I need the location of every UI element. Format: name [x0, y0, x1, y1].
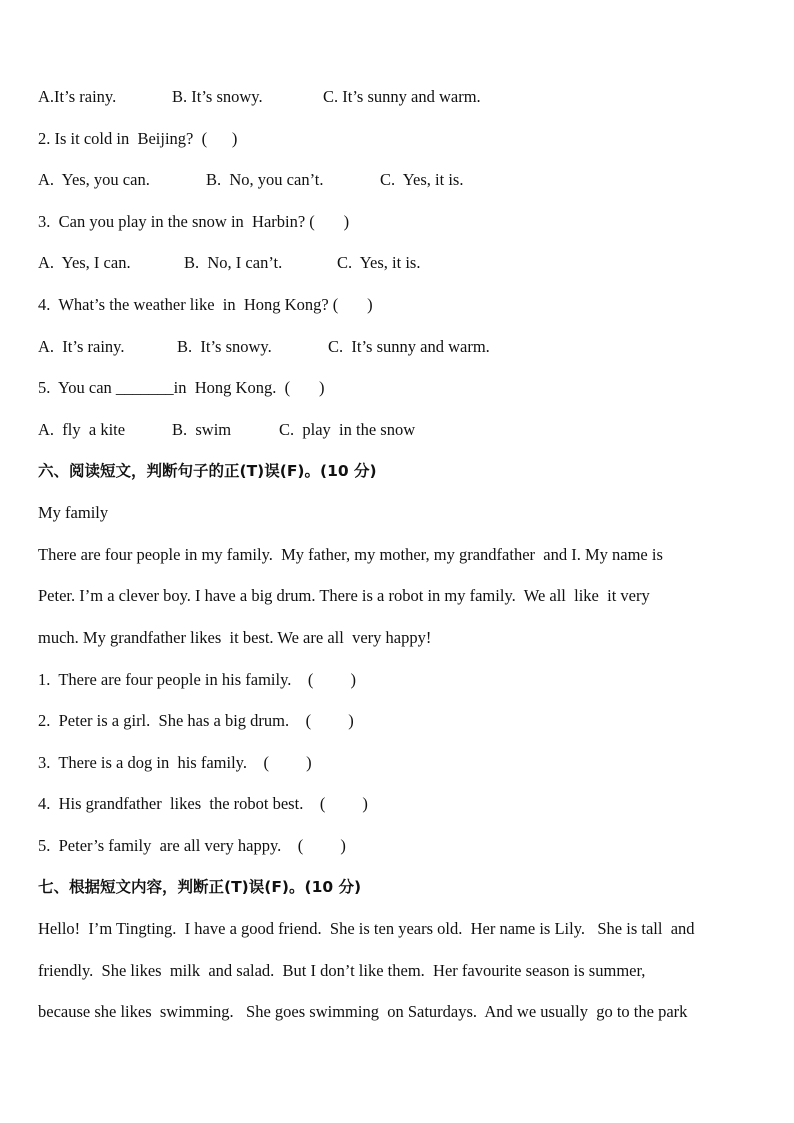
q4-option-c: C. It’s sunny and warm. — [328, 337, 490, 356]
q4-option-b: B. It’s snowy. — [177, 337, 272, 356]
q5-option-c: C. play in the snow — [279, 420, 416, 439]
statement-item: 3. There is a dog in his family. ( ) — [38, 753, 312, 772]
q3-option-c: C. Yes, it is. — [337, 253, 421, 272]
statement-item: 2. Peter is a girl. She has a big drum. ( ) — [38, 711, 354, 730]
q2-option-c: C. Yes, it is. — [380, 170, 464, 189]
q2-question: 2. Is it cold in Beijing? ( ) — [38, 129, 238, 148]
q3-option-b: B. No, I can’t. — [184, 253, 283, 272]
q1-option-b: B. It’s snowy. — [172, 87, 263, 106]
q2-option-b: B. No, you can’t. — [206, 170, 324, 189]
q5-question: 5. You can _______in Hong Kong. ( ) — [38, 378, 325, 397]
statement-item: 4. His grandfather likes the robot best. ( ) — [38, 794, 368, 813]
section-6-heading: 六、阅读短文，判断句子的正(T)误(F)。(10 分) — [38, 462, 377, 480]
q4-option-a: A. It’s rainy. — [38, 337, 125, 356]
statement-item: 5. Peter’s family are all very happy. ( ) — [38, 836, 346, 855]
q1-option-a: A.It’s rainy. — [38, 87, 117, 106]
section-7-heading: 七、根据短文内容，判断正(T)误(F)。(10 分) — [38, 878, 362, 896]
q5-option-a: A. fly a kite — [38, 420, 126, 439]
passage-line: much. My grandfather likes it best. We are all very happy! — [38, 628, 432, 647]
statement-item: 1. There are four people in his family. ( ) — [38, 670, 356, 689]
q3-question: 3. Can you play in the snow in Harbin? ( ) — [38, 212, 350, 231]
q5-option-b: B. swim — [172, 420, 232, 439]
passage-line: There are four people in my family. My father, my mother, my grandfather and I. My name is — [38, 545, 663, 564]
q3-option-a: A. Yes, I can. — [38, 253, 131, 272]
passage-line: Peter. I’m a clever boy. I have a big drum. There is a robot in my family. We all like it very — [38, 586, 650, 605]
passage-title: My family — [38, 503, 109, 522]
q2-option-a: A. Yes, you can. — [38, 170, 150, 189]
q1-option-c: C. It’s sunny and warm. — [323, 87, 481, 106]
passage-line: Hello! I’m Tingting. I have a good friend. She is ten years old. Her name is Lily. She is tall and — [38, 919, 695, 938]
q4-question: 4. What’s the weather like in Hong Kong? ( ) — [38, 295, 373, 314]
passage-line: because she likes swimming. She goes swimming on Saturdays. And we usually go to the park — [38, 1002, 688, 1021]
passage-line: friendly. She likes milk and salad. But I don’t like them. Her favourite season is summer, — [38, 961, 646, 980]
